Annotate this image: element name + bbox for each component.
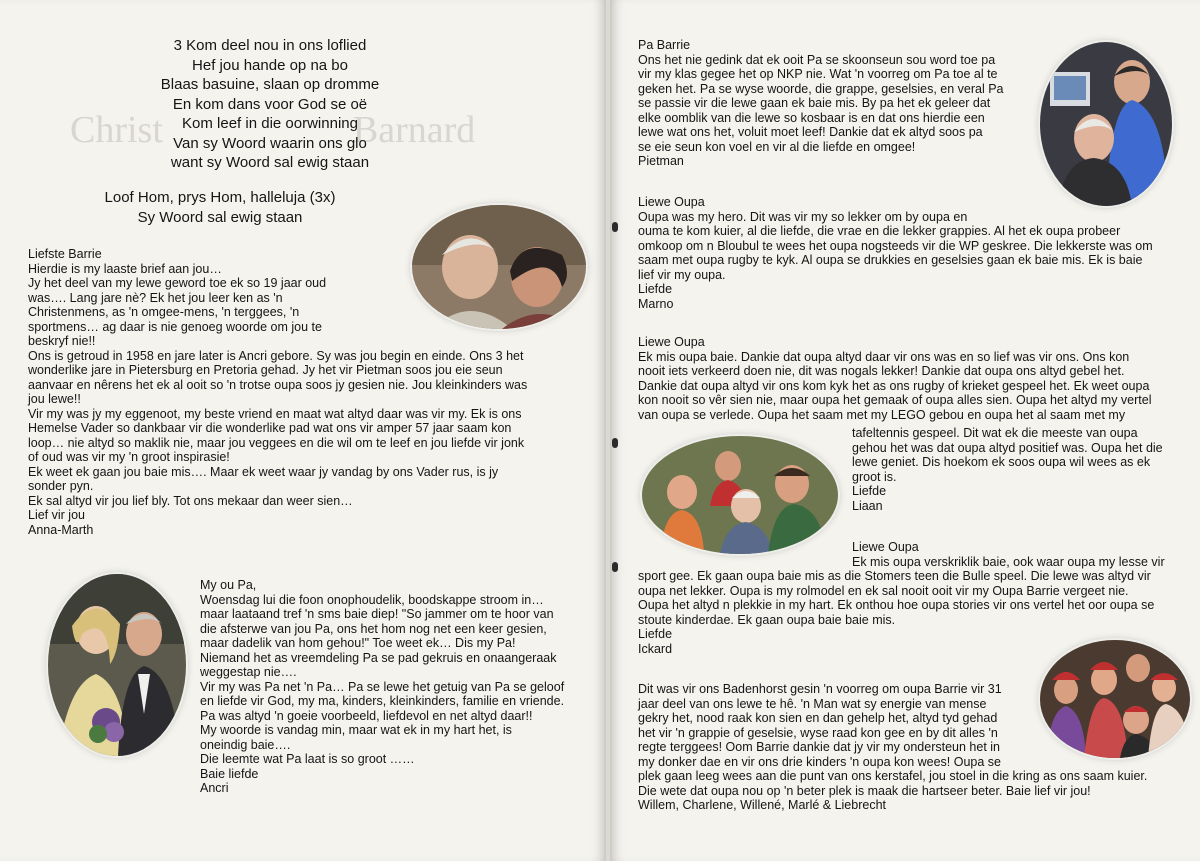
letter-line: Liaan (852, 498, 883, 513)
letter-line: Ons is getroud in 1958 en jare later is Ancri gebore. Sy was jou begin en einde. Ons 3 het (28, 348, 524, 363)
letter-line: Liefde (638, 627, 673, 641)
letter-anna-marth (28, 247, 527, 537)
letter-line: sportmens… ag daar is nie genoeg woorde om jou te (28, 319, 322, 334)
letter-line: Jy het deel van my lewe geword toe ek so 19 jaar oud (28, 276, 327, 290)
hymn-refrain-line: Loof Hom, prys Hom, halleluja (3x) (104, 189, 336, 206)
letter-line: sonder pyn. (28, 479, 94, 493)
letter-line: beskryf nie!! (28, 334, 96, 348)
letter-line: maar laataand tref 'n sms baie diep! "So jammer om te hoor van (200, 607, 554, 621)
letter-line: Liefde (638, 282, 673, 296)
photo-pietman-barrie (1040, 42, 1172, 206)
hymn-verse (100, 36, 440, 173)
letter-line: Anna-Marth (28, 522, 94, 537)
letter-line: of oud was vir my 'n groot inspirasie! (28, 450, 230, 464)
letter-line: Liewe Oupa (638, 335, 705, 349)
binding-hole (612, 562, 618, 572)
letter-line: Die leemte wat Pa laat is so groot …… (200, 752, 415, 766)
letter-line: van oupa se verlede. Oupa het saam met my LEGO gebou en oupa het al saam met my (638, 407, 1126, 422)
letter-line: kon nooit so vêr sien nie, maar oupa het gemaak of oupa alles sien. Oupa het altyd my vertel (638, 393, 1152, 407)
letter-line: het vir 'n grappie of geselsie, wyse raad kon gee en by dit alles 'n (638, 725, 998, 740)
binding-hole (612, 222, 618, 232)
letter-line: se passie vir die lewe gaan ek baie mis. By pa het ek geleer dat (638, 96, 991, 110)
letter-line: Christenmens, as 'n omgee-mens, 'n terggees, 'n (28, 305, 300, 319)
letter-line: lief vir my oupa. (638, 267, 726, 282)
letter-line: jaar deel van ons lewe te hê. 'n Man wat sy energie van mense (638, 696, 987, 711)
letter-line: Willem, Charlene, Willené, Marlé & Liebrecht (638, 798, 887, 812)
hymn-line: 3 Kom deel nou in ons loflied (173, 37, 367, 54)
photo-grandchildren-with-oupa (642, 436, 838, 554)
letter-line: wonderlike jare in Pietersburg en Pretoria gehad. Jy het vir Pietman soos jou eie seun (28, 363, 503, 377)
letter-line: Die wete dat oupa nou op 'n beter plek is maak die hartseer beter. Baie lief vir jou! (638, 783, 1091, 798)
hymn-line: Van sy Woord waarin ons glo (173, 134, 367, 152)
bleed-through-title: Christ Barnard (70, 109, 476, 151)
letter-line: se eie seun kon voel en vir al die liefde en omgee! (638, 139, 916, 154)
letter-line: Pa Barrie (638, 38, 691, 52)
binding-hole (612, 438, 618, 448)
letter-badenhorst (638, 682, 1147, 813)
letter-line: Woensdag lui die foon onophoudelik, boodskappe stroom in… (200, 592, 544, 607)
letter-line: my donker dae en vir ons drie kinders 'n oupa kon wees! Oupa se (638, 754, 1002, 769)
hymn-line: Kom leef in die oorwinning (182, 115, 358, 132)
letter-line: Vir my was jy my eggenoot, my beste vriend en maat wat altyd daar was vir my. Ek is ons (28, 406, 522, 421)
hymn-line: Hef jou hande op na bo (192, 56, 348, 74)
letter-line: Hierdie is my laaste brief aan jou… (28, 261, 222, 276)
letter-line: omkoop om n Bloubul te wees het oupa nogsteeds vir die WP geskree. Die lekkerste was om (638, 238, 1153, 253)
letter-line: plek gaan leeg wees aan die punt van ons kerstafel, jou stoel in die kring as ons saam kuier. (638, 769, 1148, 783)
letter-pietman (638, 38, 1004, 169)
letter-line: lewe geniet. Dis hoekom ek soos oupa wil wees as ek (852, 455, 1151, 469)
letter-line: Liefste Barrie (28, 247, 102, 261)
letter-line: My ou Pa, (200, 578, 257, 592)
letter-line: Ek weet ek gaan jou baie mis…. Maar ek weet waar jy vandag by ons Vader rus, is jy (28, 464, 499, 479)
letter-line: Ek mis oupa verskriklik baie, ook waar oupa my lesse vir (852, 554, 1165, 569)
letter-line: Liefde (852, 484, 887, 498)
letter-ickard-heading (852, 540, 1165, 569)
hymn-refrain (100, 188, 340, 227)
letter-line: Ancri (200, 781, 229, 795)
letter-line: maar dadelik van hom gehou!" Toe weet ek… Dis my Pa! (200, 636, 516, 650)
letter-line: Dit was vir ons Badenhorst gesin 'n voorreg om oupa Barrie vir 31 (638, 682, 1002, 696)
letter-line: weggestap nie…. (200, 665, 297, 679)
letter-line: oneindig baie…. (200, 737, 291, 752)
letter-line: Hemelse Vader so dankbaar vir die wonderlike pad wat ons vir amper 57 jaar saam kon (28, 421, 512, 435)
letter-line: tafeltennis gespeel. Dit wat ek die meeste van oupa (852, 426, 1138, 440)
letter-ickard (638, 569, 1154, 656)
letter-line: Liewe Oupa (852, 540, 919, 554)
letter-line: geken het. Pa se wyse woorde, die grappe, geselsies, en veral Pa (638, 81, 1004, 96)
letter-line: Ek mis oupa baie. Dankie dat oupa altyd daar vir ons was en so lief was vir ons. Ons kon (638, 349, 1130, 364)
letter-line: Ickard (638, 641, 673, 656)
hymn-refrain-line: Sy Woord sal ewig staan (137, 208, 303, 226)
letter-line: oupa net lekker. Oupa is my rolmodel en ek sal nooit ooit vir my Oupa Barrie vergeet nie. (638, 583, 1129, 598)
letter-line: jou lewe!! (28, 392, 81, 406)
letter-line: Ek sal altyd vir jou lief bly. Tot ons mekaar dan weer sien… (28, 493, 353, 508)
letter-line: sport gee. Ek gaan oupa baie mis as die Stomers teen die Bulle speel. Die lewe was altyd vir (638, 569, 1151, 583)
letter-line: Pa was altyd 'n goeie voorbeeld, liefdevol en net altyd daar!! (200, 708, 533, 723)
hymn-line: En kom dans voor God se oë (172, 95, 368, 113)
letter-line: Oupa was my hero. Dit was vir my so lekker om by oupa en (638, 209, 968, 224)
hymn-line: Blaas basuine, slaan op dromme (160, 76, 380, 93)
letter-line: Niemand het as vreemdeling Pa se pad gekruis en onaangeraak (200, 650, 557, 665)
letter-marno (638, 195, 1153, 311)
letter-line: ouma te kom kuier, al die liefde, die vrae en die lekker grappies. Al het ek oupa probeer (638, 224, 1121, 238)
letter-line: aanvaar en nêrens het ek al ooit so 'n trotse oupa soos jy gesien nie. Jou kleinkinders was (28, 377, 528, 392)
hymn-line: want sy Woord sal ewig staan (170, 154, 370, 171)
photo-wedding-couple (48, 574, 186, 756)
letter-line: Vir my was Pa net 'n Pa… Pa se lewe het getuig van Pa se geloof (200, 679, 565, 694)
letter-line: Oupa het altyd n plekkie in my hart. Ek onthou hoe oupa stories vir ons vertel het oor oupa se (638, 598, 1155, 612)
letter-line: Ons het nie gedink dat ek ooit Pa se skoonseun sou word toe pa (638, 52, 996, 67)
letter-line: saam met oupa rugby te kyk. Al oupa se drukkies en geselsies gaan ek baie mis. Ek is baie (638, 253, 1143, 267)
letter-ancri (200, 578, 564, 796)
letter-line: Liewe Oupa (638, 195, 705, 209)
letter-line: nooit iets verkeerd doen nie, dit was nogals lekker! Dankie dat oupa ons altyd gebel het. (638, 364, 1125, 378)
letter-line: en liefde vir God, my ma, kinders, kleinkinders, familie en vriende. (200, 694, 565, 708)
letter-line: loop… nie altyd so maklik nie, maar jou veggees en die wil om te leef en jou liefde vir jonk (28, 435, 525, 450)
letter-line: Dankie dat oupa altyd vir ons kom kyk het as ons rugby of krieket gespeel het. Ek weet oupa (638, 378, 1150, 393)
letter-line: lewe wat ons het, voluit moet leef! Dankie dat ek altyd soos pa (638, 125, 983, 139)
letter-line: die afsterwe van jou Pa, ons het hom nog net een keer gesien, (200, 621, 547, 636)
letter-line: vir my klas gegee het op NKP nie. Wat 'n voorreg om Pa toe al te (638, 67, 998, 81)
letter-line: was…. Lang jare nè? Ek het jou leer ken as 'n (28, 290, 283, 305)
letter-liaan-continued (852, 426, 1163, 513)
letter-line: Lief vir jou (28, 508, 85, 522)
letter-line: Marno (638, 296, 674, 311)
letter-line: regte terggees! Oom Barrie dankie dat jy vir my ondersteun het in (638, 740, 1000, 754)
letter-line: My woorde is vandag min, maar wat ek in my hart het, is (200, 723, 512, 737)
letter-line: Pietman (638, 154, 684, 168)
letter-line: gehou het was dat oupa altyd positief was. Oupa het die (852, 440, 1163, 455)
letter-line: gekry het, nood raak kon sien en dan gehelp het, altyd tyd gehad (638, 711, 998, 725)
letter-line: Baie liefde (200, 766, 259, 781)
letter-liaan (638, 335, 1152, 437)
letter-line: stoute kinderdae. Ek gaan oupa baie baie mis. (638, 612, 896, 627)
letter-line: groot is. (852, 469, 897, 484)
right-page (610, 0, 1200, 861)
letter-line: elke oomblik van die lewe so kosbaar is en dat ons hierdie een (638, 110, 985, 125)
